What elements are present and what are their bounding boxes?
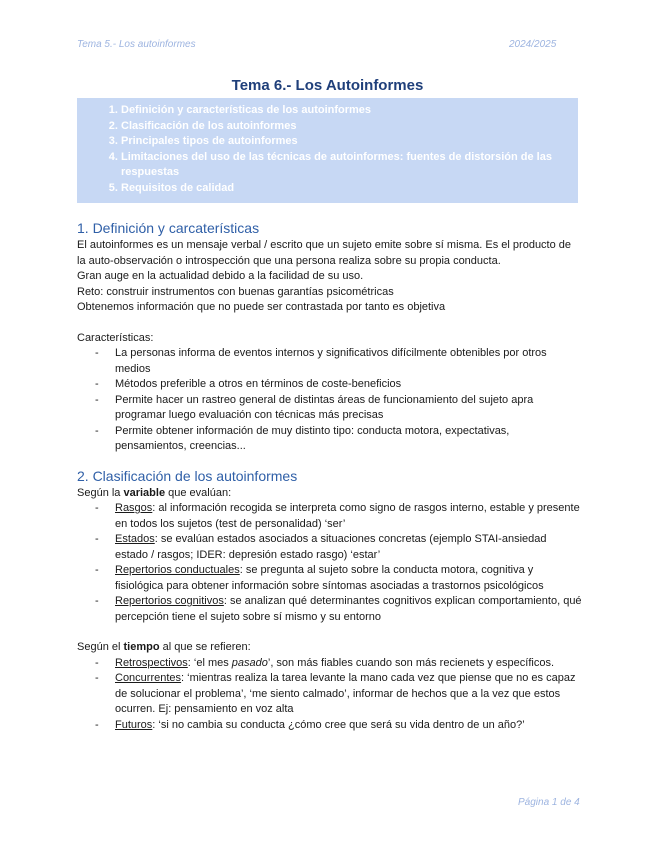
page-number: Página 1 de 4: [518, 797, 580, 808]
header-left: Tema 5.- Los autoinformes: [77, 39, 196, 50]
list-item: - Estados: se evalúan estados asociados a situaciones concretas (ejemplo STAI-ansiedad estado / rasgos; IDER: depresión estado rasgo) ‘estar’: [77, 532, 582, 563]
time-list: [77, 656, 582, 734]
list-item: - Métodos preferible a otros en términos de coste-beneficios: [77, 377, 582, 393]
list-item: - Repertorios conductuales: se pregunta al sujeto sobre la conducta motora, cognitiva y fisiológica para obtener información sobre síntomas asociadas a trastornos psicológicos: [77, 563, 582, 594]
time-intro: Según el tiempo al que se refieren:: [77, 641, 251, 653]
toc-item: 4. Limitaciones del uso de las técnicas de autoinformes: fuentes de distorsión de las respuestas: [121, 150, 570, 181]
features-title: Características:: [77, 331, 154, 344]
section-2-heading: 2. Clasificación de los autoinformes: [77, 467, 298, 484]
paragraph: Gran auge en la actualidad debido a la facilidad de su uso.: [77, 270, 364, 282]
list-item: - Futuros: ‘si no cambia su conducta ¿cómo cree que será su vida dentro de un año?’: [77, 718, 582, 734]
document-title: Tema 6.- Los Autoinformes: [231, 77, 424, 94]
list-item: - Retrospectivos: ‘el mes pasado’, son más fiables cuando son más recienets y específicos.: [77, 656, 582, 672]
table-of-contents: [77, 98, 578, 203]
paragraph: Obtenemos información que no puede ser contrastada por tanto es objetiva: [77, 301, 446, 313]
paragraph: El autoinformes es un mensaje verbal / escrito que un sujeto emite sobre sí misma. Es el producto de la auto-observación o introspección que una persona realiza sobre su propia conducta.: [77, 239, 572, 267]
header-right: 2024/2025: [509, 39, 557, 50]
toc-item: 2. Clasificación de los autoinformes: [121, 119, 570, 135]
toc-item: 3. Principales tipos de autoinformes: [121, 134, 570, 150]
toc-item: 1. Definición y características de los autoinformes: [121, 103, 570, 119]
variable-intro: Según la variable que evalúan:: [77, 486, 232, 499]
main-content: [77, 219, 582, 733]
paragraph: Reto: construir instrumentos con buenas garantías psicométricas: [77, 285, 394, 298]
toc-item: 5. Requisitos de calidad: [121, 181, 570, 197]
features-list: [77, 346, 582, 455]
list-item: - La personas informa de eventos internos y significativos difícilmente obtenibles por otros medios: [77, 346, 582, 377]
section-1-heading: 1. Definición y carcaterísticas: [77, 220, 260, 236]
list-item: - Rasgos: al información recogida se interpreta como signo de rasgos interno, estable y presente en todos los sujetos (test de personalidad) ‘ser’: [77, 501, 582, 532]
list-item: - Permite obtener información de muy distinto tipo: conducta motora, expectativas, pensamientos, creencias...: [77, 424, 582, 455]
list-item: - Permite hacer un rastreo general de distintas áreas de funcionamiento del sujeto apra programar luego evaluación con técnicas más precisas: [77, 393, 582, 424]
variable-list: [77, 501, 582, 625]
list-item: - Concurrentes: ‘mientras realiza la tarea levante la mano cada vez que piense que no es capaz de solucionar el problema’, ‘me siento calmado’, informar de hechos que a la vez que estos ocurren. Ej: pensamiento en voz alta: [77, 671, 582, 718]
list-item: - Repertorios cognitivos: se analizan qué determinantes cognitivos explican comportamiento, qué percepción tiene el sujeto sobre sí mismo y su entorno: [77, 594, 582, 625]
